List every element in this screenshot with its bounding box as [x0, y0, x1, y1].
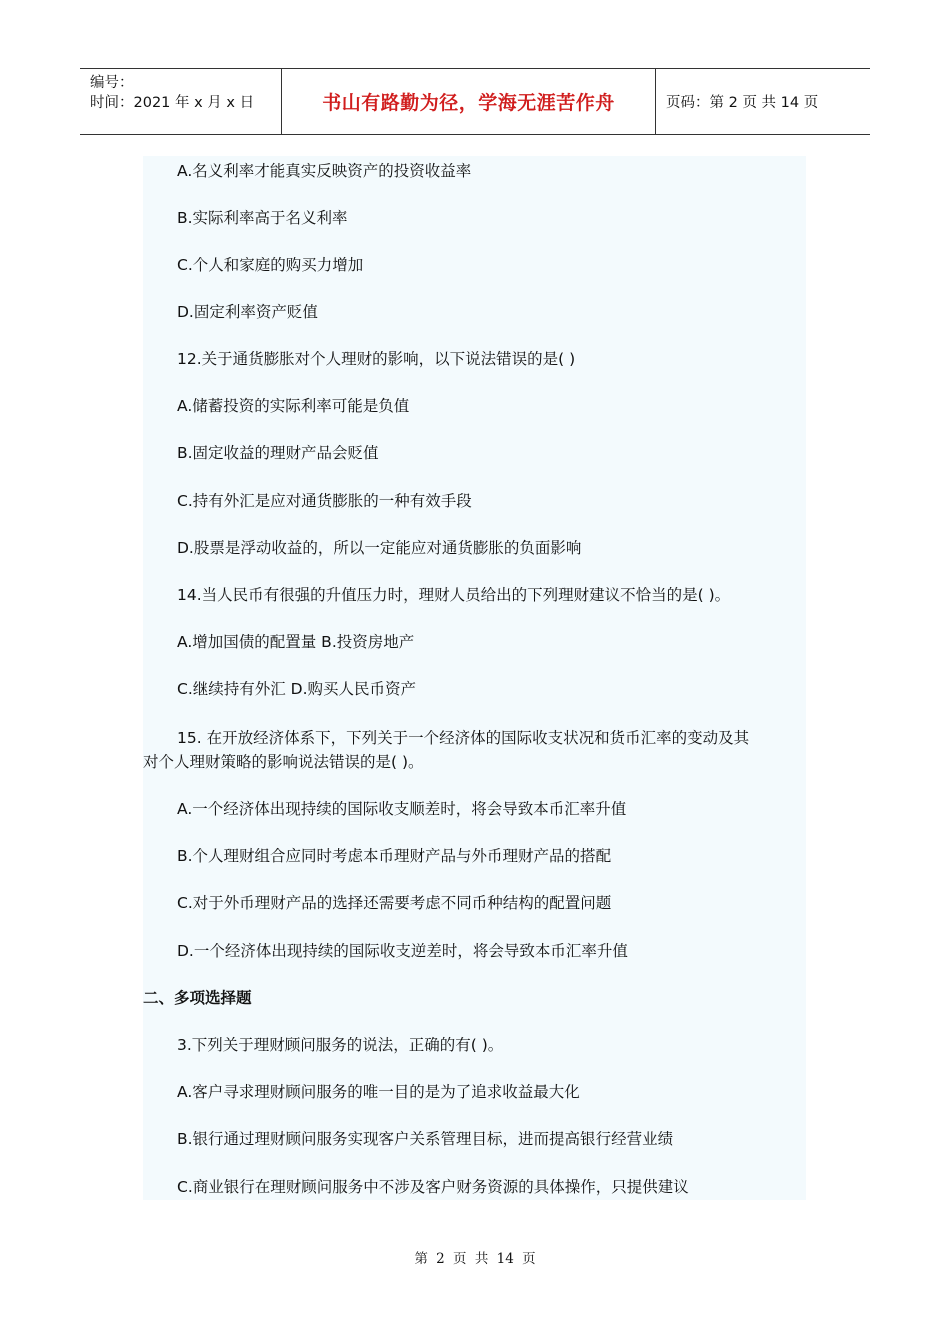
page-footer: 第 2 页 共 14 页 [414, 1251, 536, 1267]
option-line: A.储蓄投资的实际利率可能是负值 [177, 397, 410, 415]
option-line: B.实际利率高于名义利率 [177, 209, 348, 227]
option-line: A.客户寻求理财顾问服务的唯一目的是为了追求收益最大化 [177, 1083, 580, 1101]
question-line: 15. 在开放经济体系下，下列关于一个经济体的国际收支状况和货币汇率的变动及其 [177, 729, 750, 747]
question-line: 3.下列关于理财顾问服务的说法，正确的有( )。 [177, 1036, 504, 1054]
option-line: A.增加国债的配置量 B.投资房地产 [177, 633, 415, 651]
document-body [143, 156, 806, 1200]
option-line: B.个人理财组合应同时考虑本币理财产品与外币理财产品的搭配 [177, 847, 612, 865]
option-line: D.股票是浮动收益的，所以一定能应对通货膨胀的负面影响 [177, 539, 582, 557]
option-line: C.商业银行在理财顾问服务中不涉及客户财务资源的具体操作，只提供建议 [177, 1178, 689, 1196]
option-line: C.对于外币理财产品的选择还需要考虑不同币种结构的配置问题 [177, 894, 612, 912]
question-line-continued: 对个人理财策略的影响说法错误的是( )。 [143, 753, 424, 771]
header-motto-cell [282, 69, 656, 134]
document-number: 编号： [90, 75, 134, 91]
option-line: C.个人和家庭的购买力增加 [177, 256, 364, 274]
option-line: D.一个经济体出现持续的国际收支逆差时，将会导致本币汇率升值 [177, 942, 628, 960]
option-line: A.一个经济体出现持续的国际收支顺差时，将会导致本币汇率升值 [177, 800, 627, 818]
option-line: C.继续持有外汇 D.购买人民币资产 [177, 680, 417, 698]
section-heading: 二、多项选择题 [143, 989, 252, 1007]
option-line: B.银行通过理财顾问服务实现客户关系管理目标，进而提高银行经营业绩 [177, 1130, 674, 1148]
header-page-info: 页码：第 2 页 共 14 页 [666, 95, 819, 111]
header-meta [80, 69, 282, 134]
option-line: D.固定利率资产贬值 [177, 303, 318, 321]
question-line: 12.关于通货膨胀对个人理财的影响，以下说法错误的是( ) [177, 350, 576, 368]
page-header [80, 68, 870, 135]
document-date: 时间：2021 年 x 月 x 日 [90, 95, 255, 111]
option-line: A.名义利率才能真实反映资产的投资收益率 [177, 162, 472, 180]
question-line: 14.当人民币有很强的升值压力时，理财人员给出的下列理财建议不恰当的是( )。 [177, 586, 731, 604]
option-line: B.固定收益的理财产品会贬值 [177, 444, 379, 462]
header-motto: 书山有路勤为径，学海无涯苦作舟 [322, 92, 615, 114]
option-line: C.持有外汇是应对通货膨胀的一种有效手段 [177, 492, 472, 510]
